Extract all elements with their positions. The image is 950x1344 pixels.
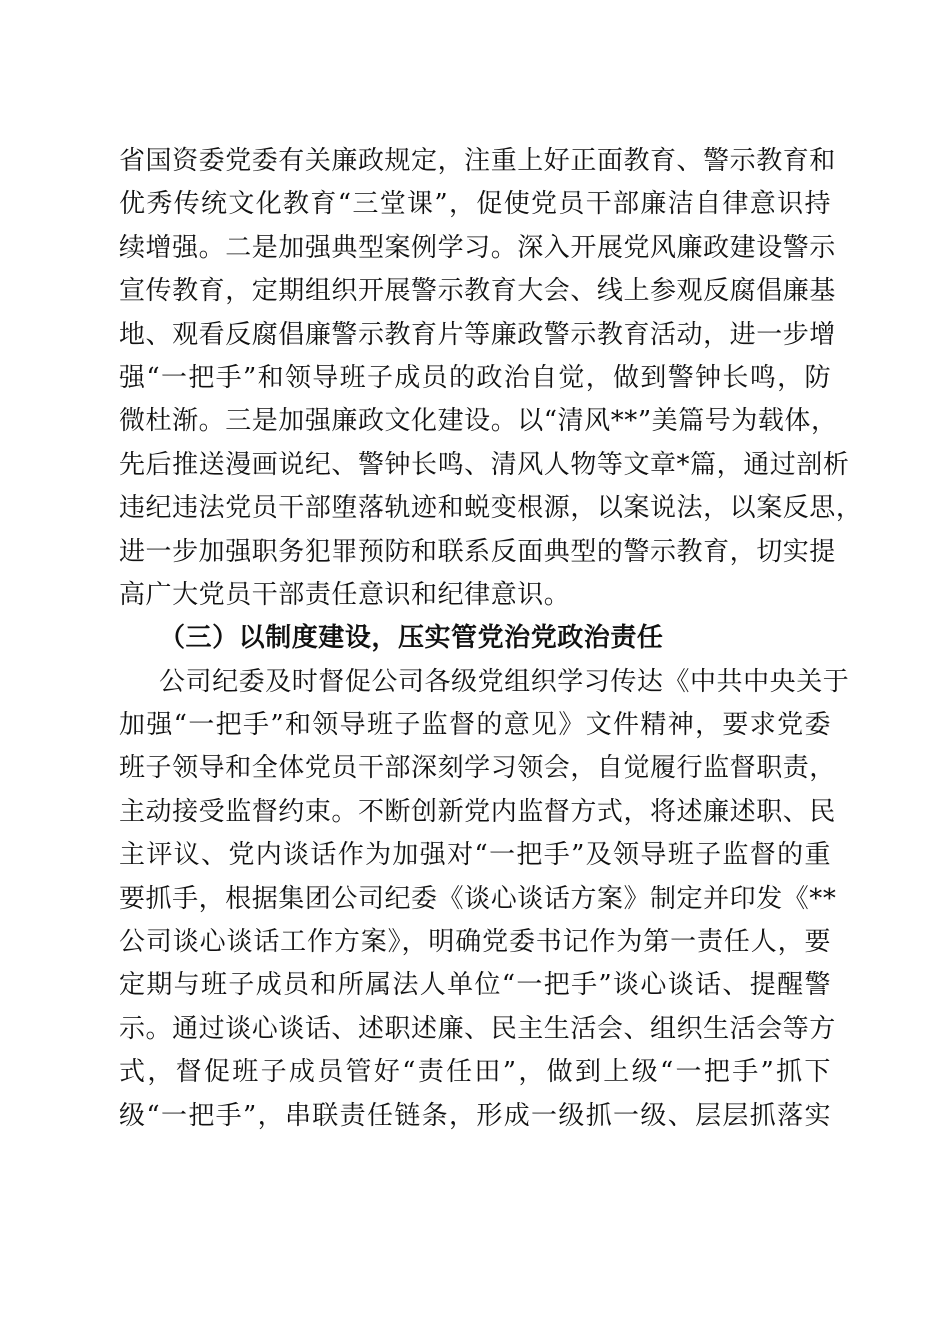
paragraph-line: 宣传教育，定期组织开展警示教育大会、线上参观反腐倡廉基 [119,276,836,307]
paragraph-line: 主动接受监督约束。不断创新党内监督方式，将述廉述职、民 [119,796,836,827]
paragraph-line: 先后推送漫画说纪、警钟长鸣、清风人物等文章*篇，通过剖析 [119,449,850,480]
paragraph-line: 违纪违法党员干部堕落轨迹和蜕变根源，以案说法，以案反思， [119,493,863,524]
paragraph-line: 公司谈心谈话工作方案》，明确党委书记作为第一责任人，要 [119,927,831,958]
paragraph-line: 高广大党员干部责任意识和纪律意识。 [119,579,571,610]
paragraph-line: 续增强。二是加强典型案例学习。深入开展党风廉政建设警示 [119,232,836,263]
paragraph-line: 主评议、党内谈话作为加强对“一把手”及领导班子监督的重 [119,840,831,871]
paragraph-line: 示。通过谈心谈话、述职述廉、民主生活会、组织生活会等方 [119,1013,836,1044]
paragraph-line: 地、观看反腐倡廉警示教育片等廉政警示教育活动，进一步增 [119,319,836,350]
paragraph-line: 强“一把手”和领导班子成员的政治自觉，做到警钟长鸣，防 [119,362,831,393]
paragraph-line: 级“一把手”，串联责任链条，形成一级抓一级、层层抓落实 [119,1100,831,1131]
paragraph-line: 进一步加强职务犯罪预防和联系反面典型的警示教育，切实提 [119,536,836,567]
document-body [119,140,863,1138]
paragraph-supervision [119,661,850,1138]
paragraph-line: 要抓手，根据集团公司纪委《谈心谈话方案》制定并印发《** [119,883,837,914]
paragraph-line: 定期与班子成员和所属法人单位“一把手”谈心谈话、提醒警 [119,970,831,1001]
paragraph-line: 式，督促班子成员管好“责任田”，做到上级“一把手”抓下 [119,1057,831,1088]
paragraph-line: 微杜渐。三是加强廉政文化建设。以“清风**”美篇号为载体， [119,406,838,437]
paragraph-line: 班子领导和全体党员干部深刻学习领会，自觉履行监督职责， [119,753,836,784]
paragraph-line: 优秀传统文化教育“三堂课”，促使党员干部廉洁自律意识持 [119,189,831,220]
paragraph-line: 公司纪委及时督促公司各级党组织学习传达《中共中央关于 [159,666,850,697]
section-heading: （三）以制度建设，压实管党治党政治责任 [159,623,664,654]
paragraph-line: 加强“一把手”和领导班子监督的意见》文件精神，要求党委 [119,710,831,741]
paragraph-education [119,140,863,617]
paragraph-line: 省国资委党委有关廉政规定，注重上好正面教育、警示教育和 [119,146,836,176]
